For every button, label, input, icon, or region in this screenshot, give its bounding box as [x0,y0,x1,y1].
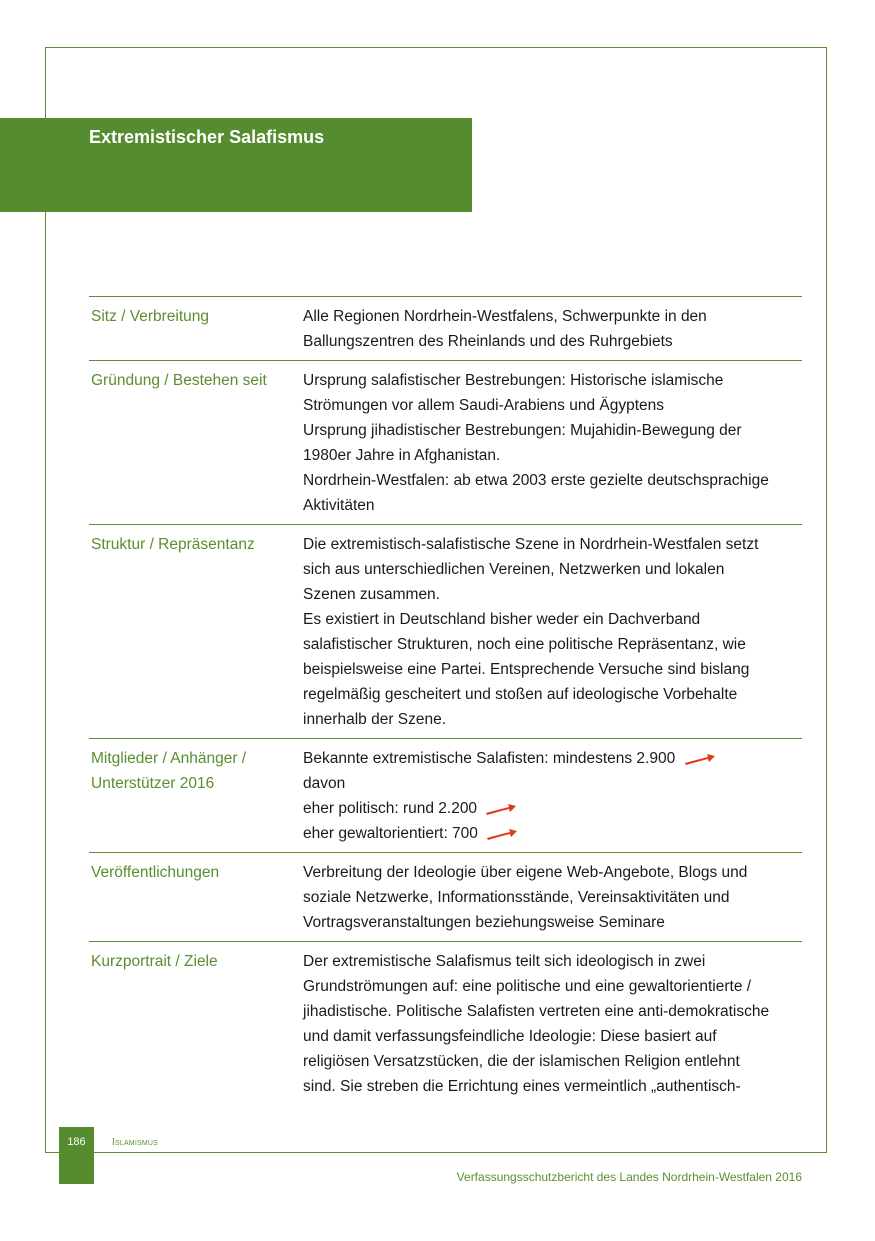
row-value: Ursprung salafistischer Bestrebungen: Historische islamische Strömungen vor allem Saudi-Arabiens und Ägyptens Ursprung jihadistischer Bestrebungen: Mujahidin-Bewegung der 1980er Jahre in Afghanistan. Nordrhein-Westfalen: ab etwa 2003 erste gezielte deutschsprachige Aktivitäten [303,372,769,514]
publication-title: Verfassungsschutzbericht des Landes Nordrhein-Westfalen 2016 [456,1170,802,1184]
row-value: Bekannte extremistische Salafisten: mindestens 2.900 davon eher politisch: rund 2.200 eher gewaltorientiert: 700 [303,746,802,846]
table-row [89,297,802,361]
section-name: Islamismus [112,1137,159,1148]
row-label: Struktur / Repräsentanz [91,536,255,553]
row-label: Mitglieder / Anhänger / Unterstützer 2016 [91,750,247,792]
row-value: Verbreitung der Ideologie über eigene Web-Angebote, Blogs und soziale Netzwerke, Informationsstände, Vereinsaktivitäten und Vortragsveranstaltungen beziehungsweise Seminare [303,864,748,931]
row-label: Sitz / Verbreitung [91,308,210,325]
trend-up-arrow-icon [485,802,517,816]
page-title: Extremistischer Salafismus [89,127,325,147]
row-value: Die extremistisch-salafistische Szene in Nordrhein-Westfalen setzt sich aus unterschiedlichen Vereinen, Netzwerken und lokalen Szenen zusammen. Es existiert in Deutschland bisher weder ein Dachverband salafistischer Strukturen, noch eine politische Repräsentanz, wie beispielsweise eine Partei. Entsprechende Versuche sind bislang regelmäßig gescheitert und stoßen auf ideologische Vorbehalte innerhalb der Szene. [303,536,759,728]
row-value: Alle Regionen Nordrhein-Westfalens, Schwerpunkte in den Ballungszentren des Rheinlands und des Ruhrgebiets [303,308,707,350]
row-label: Veröffentlichungen [91,864,220,881]
table-row [89,361,802,525]
row-label: Gründung / Bestehen seit [91,372,267,389]
table-row [89,853,802,942]
trend-up-arrow-icon [486,827,518,841]
table-row [89,942,802,1105]
trend-up-arrow-icon [684,752,716,766]
row-value: Der extremistische Salafismus teilt sich ideologisch in zwei Grundströmungen auf: eine politische und eine gewaltorientierte / jihadistische. Politische Salafisten vertreten eine anti-demokratische und damit verfassungsfeindliche Ideologie: Diese basiert auf religiösen Versatzstücken, die der islamischen Religion entlehnt sind. Sie streben die Errichtung eines vermeintlich „authentisch- [303,953,770,1095]
row-label: Kurzportrait / Ziele [91,953,218,970]
page-number: 186 [59,1127,94,1184]
table-row [89,525,802,739]
info-table [89,296,802,1105]
table-row [89,739,802,853]
